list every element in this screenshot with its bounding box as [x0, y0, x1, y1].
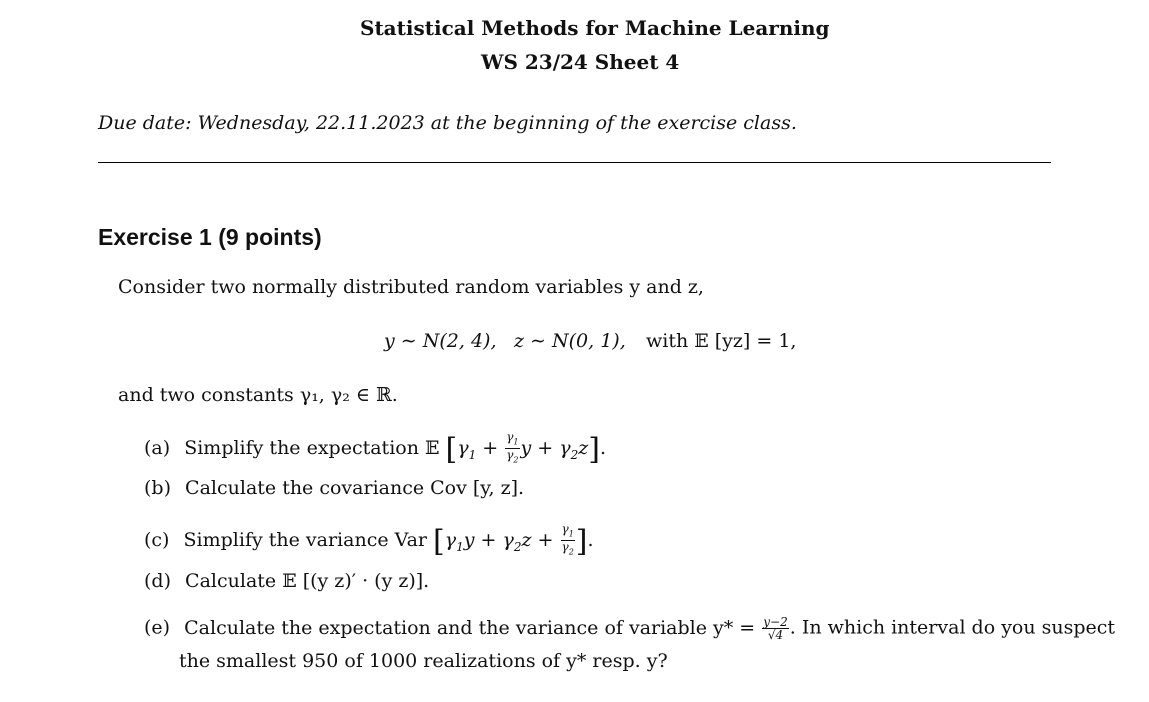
item-c-label: (c)	[144, 528, 170, 551]
item-e-fraction: $\frac{y-2}{√4}$	[763, 615, 788, 642]
item-a-text: Simplify the expectation 𝔼	[184, 436, 440, 459]
item-a-bracket-open: [	[445, 431, 458, 467]
item-e-label: (e)	[144, 616, 171, 639]
item-e	[144, 616, 1115, 641]
item-c-bracket-open: [	[433, 523, 445, 559]
item-e-text-after: . In which interval do you suspect	[789, 616, 1116, 639]
equation-y: y ∼ N(2, 4),	[384, 330, 497, 352]
item-c-math: $\gamma_1y + \gamma_2z$ + $\frac{\gamma_1}{\gamma_2}$	[444, 522, 574, 557]
equation-z: z ∼ N(0, 1),	[514, 330, 626, 352]
header-divider	[98, 162, 1051, 163]
item-c-bracket-close: ]	[575, 523, 588, 559]
due-date: Due date: Wednesday, 22.11.2023 at the beginning of the exercise class.	[98, 112, 797, 134]
item-c-text: Simplify the variance Var	[183, 528, 427, 551]
item-e-line2: the smallest 950 of 1000 realizations of y* resp. y?	[179, 650, 668, 672]
exercise-intro: Consider two normally distributed random variables y and z,	[118, 276, 704, 298]
constants-line: and two constants γ₁, γ₂ ∈ ℝ.	[118, 384, 398, 406]
item-e-text: Calculate the expectation and the variance of variable y* =	[184, 616, 762, 639]
equation-with: with 𝔼 [yz] = 1,	[646, 330, 797, 352]
item-c: (c) Simplify the variance Var [$\gamma_1y + \gamma_2z$ + $\frac{\gamma_1}{\gamma_2}$ ].	[144, 522, 594, 559]
item-a: (a) Simplify the expectation 𝔼 [$\gamma_1$ + $\frac{\gamma_1}{\gamma_2}$ $y + \gamma_2z$].	[144, 430, 607, 467]
sheet-title: Statistical Methods for Machine Learning	[360, 16, 830, 40]
item-d	[144, 570, 429, 592]
item-d-text: Calculate 𝔼 [(y z)′ · (y z)].	[185, 570, 430, 592]
item-b	[144, 477, 524, 499]
sheet-subtitle: WS 23/24 Sheet 4	[481, 50, 680, 74]
item-d-label: (d)	[144, 570, 171, 592]
exercise-heading: Exercise 1 (9 points)	[98, 224, 322, 250]
item-a-label: (a)	[144, 436, 171, 459]
item-b-text: Calculate the covariance Cov [y, z].	[185, 477, 525, 499]
item-a-math: $\gamma_1$ + $\frac{\gamma_1}{\gamma_2}$ $y + \gamma_2z$	[457, 430, 589, 465]
item-a-bracket-close: ]	[588, 431, 600, 467]
item-b-label: (b)	[144, 477, 171, 499]
